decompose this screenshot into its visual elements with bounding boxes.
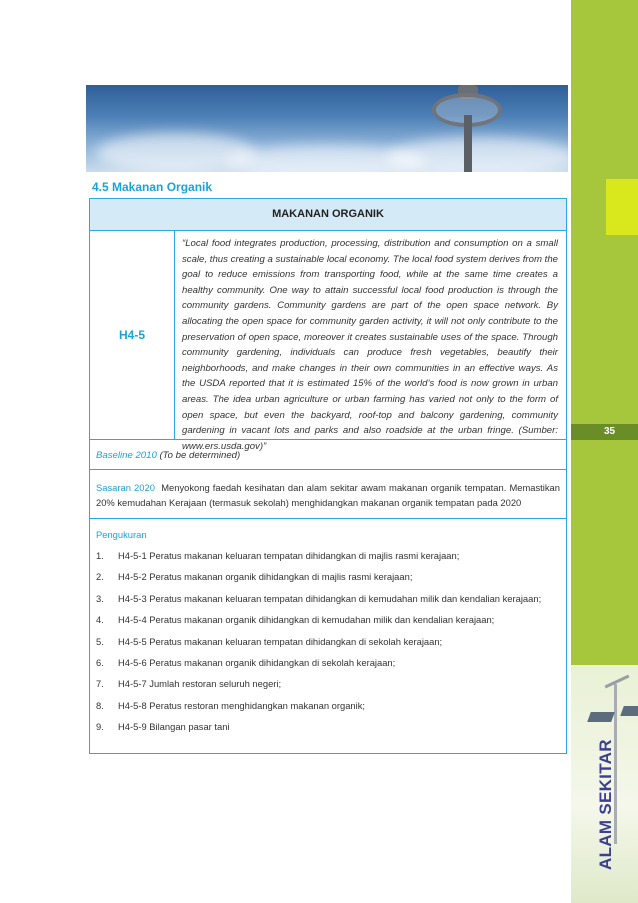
list-item	[96, 721, 560, 742]
list-number: 2.	[96, 571, 104, 583]
list-item	[96, 700, 560, 721]
list-item	[96, 593, 560, 614]
indicator-code	[90, 231, 175, 439]
list-number: 8.	[96, 699, 104, 711]
baseline-value: (To be determined)	[159, 450, 241, 461]
list-text: H4-5-8 Peratus restoran menghidangkan makanan organik;	[118, 699, 366, 711]
list-text: H4-5-3 Peratus makanan keluaran tempatan dihidangkan di kemudahan milik dan kendalian kerajaan;	[118, 592, 542, 604]
indicator-quote: “Local food integrates production, processing, distribution and consumption on a small scale, thus creating a sustainable local economy. The local food system derives from the goal to reduce emissions from transporting food, while at the same time creates a healthy community. One way to attain successful local food production is through the community gardens. Community gardens are part of the open space network. By allocating the open space for community garden activity, it will not only contribute to the preservation of open space, moreover it creates sustainable uses of the space. Through community gardening, individuals can produce fresh vegetables, beautify their neighborhoods, and make changes in their own communities in an effective ways. As the USDA reported that it is estimated 15% of the world’s food is now grown in urban areas. The idea urban agriculture or urban farming has varied not only to the form of open space, but even the backyard, roof-top and balcony gardening, community gardening in vacant lots and parks and also roadside at the urban fringe. (Sumber: www.ers.usda.gov)”	[182, 238, 558, 452]
sasaran-text: Menyokong faedah kesihatan dan alam sekitar awam makanan organik tempatan. Memastikan 20% kemudahan Kerajaan (termasuk sekolah) menghidangkan makanan organik tempatan pada 2020	[96, 482, 560, 508]
list-text: H4-5-4 Peratus makanan organik dihidangkan di kemudahan milik dan kendalian kerajaan;	[118, 614, 495, 626]
pengukuran-list	[96, 550, 560, 743]
sasaran-label: Sasaran 2020	[96, 482, 155, 493]
side-label: ALAM SEKITAR	[596, 739, 615, 870]
side-tab	[606, 179, 638, 235]
list-text: H4-5-6 Peratus makanan organik dihidangkan di sekolah kerajaan;	[118, 656, 396, 668]
list-number: 3.	[96, 592, 104, 604]
baseline-label: Baseline 2010	[96, 450, 157, 461]
list-text: H4-5-7 Jumlah restoran seluruh negeri;	[118, 678, 282, 690]
sasaran-row	[96, 480, 560, 510]
list-number: 1.	[96, 550, 104, 561]
pengukuran-title: Pengukuran	[96, 529, 147, 540]
table-header: MAKANAN ORGANIK	[90, 199, 566, 231]
list-number: 7.	[96, 678, 104, 690]
solar-panel-icon	[620, 706, 638, 716]
solar-panel-icon	[587, 712, 615, 722]
list-number: 4.	[96, 614, 104, 626]
list-item	[96, 657, 560, 678]
list-item	[96, 636, 560, 657]
row-divider	[90, 518, 566, 519]
banner-photo	[86, 85, 568, 172]
row-divider	[90, 439, 566, 440]
list-item	[96, 614, 560, 635]
lamp-pole-icon	[464, 115, 472, 172]
list-item	[96, 550, 560, 571]
indicator-code-text: H4-5	[118, 328, 145, 342]
list-text: H4-5-5 Peratus makanan keluaran tempatan dihidangkan di sekolah kerajaan;	[118, 635, 443, 647]
page-number: 35	[603, 426, 616, 437]
list-number: 6.	[96, 656, 104, 668]
list-text: H4-5-1 Peratus makanan keluaran tempatan dihidangkan di majlis rasmi kerajaan;	[118, 550, 460, 561]
row-divider	[90, 469, 566, 470]
list-number: 5.	[96, 635, 104, 647]
list-item	[96, 571, 560, 592]
list-item	[96, 678, 560, 699]
list-text: H4-5-2 Peratus makanan organik dihidangkan di majlis rasmi kerajaan;	[118, 571, 413, 583]
list-text: H4-5-9 Bilangan pasar tani	[118, 721, 230, 733]
baseline-row	[96, 450, 240, 461]
section-title: 4.5 Makanan Organik	[92, 180, 213, 194]
list-number: 9.	[96, 721, 104, 733]
